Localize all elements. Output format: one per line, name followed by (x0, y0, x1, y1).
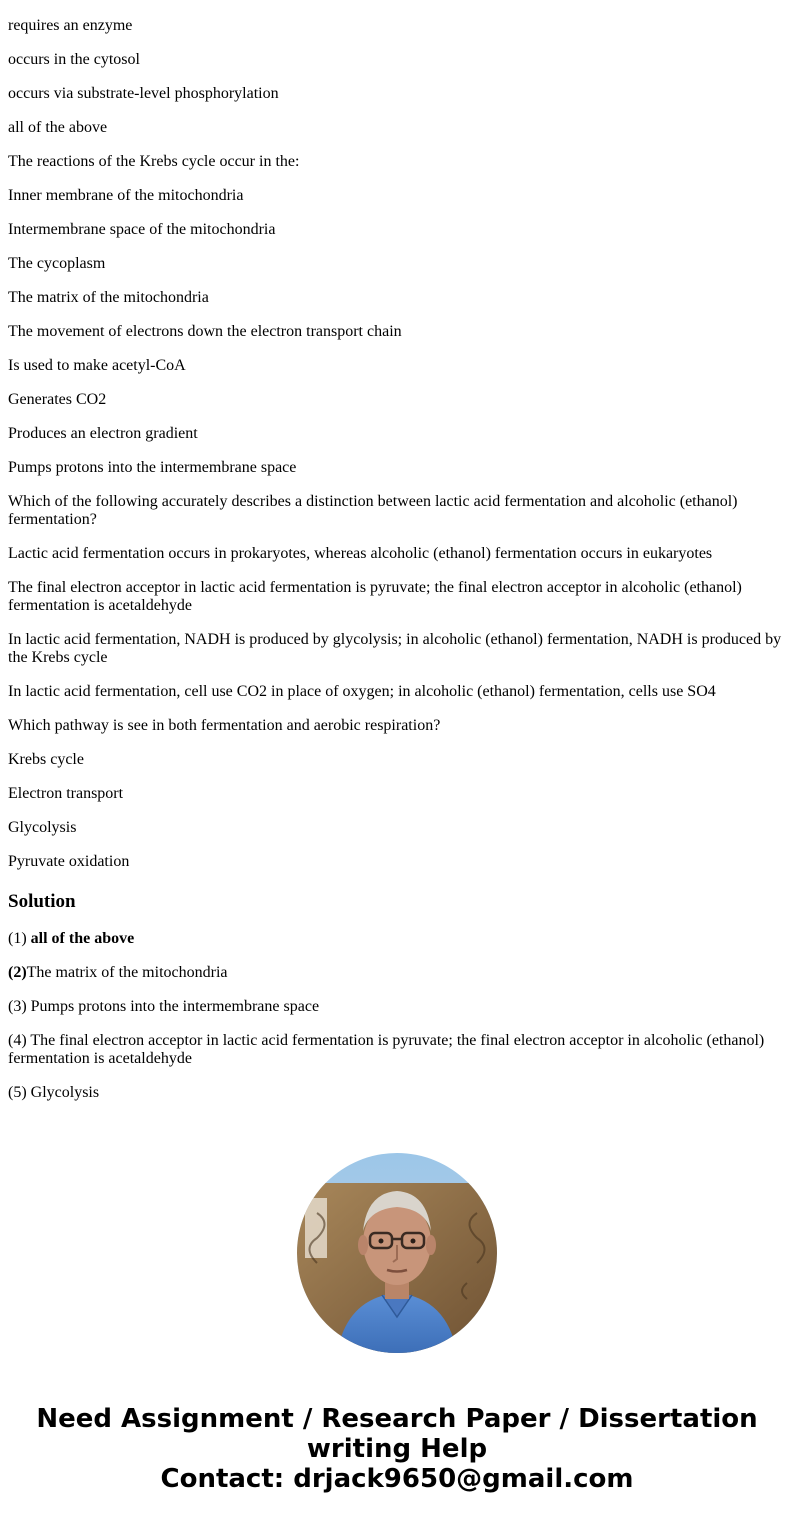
promo-contact: Contact: drjack9650@gmail.com (160, 1464, 634, 1494)
solution-heading: Solution (8, 891, 76, 912)
option-line: The matrix of the mitochondria (8, 289, 209, 306)
question-line: The reactions of the Krebs cycle occur in the: (8, 153, 300, 170)
author-avatar (297, 1153, 497, 1353)
text-line (8, 0, 786, 1)
answer-text: The final electron acceptor in lactic acid fermentation is pyruvate; the final electron acceptor in alcoholic (ethanol) fermentation is acetaldehyde (8, 1032, 765, 1067)
answer-5 (8, 1084, 786, 1102)
answer-4 (8, 1032, 786, 1068)
option-line: Krebs cycle (8, 751, 84, 768)
option-line: all of the above (8, 119, 108, 136)
option-line: requires an enzyme (8, 17, 133, 34)
option-line: Electron transport (8, 785, 124, 802)
promo-headline: Need Assignment / Research Paper / Dissertation writing Help (36, 1404, 758, 1464)
answer-number: (5) (8, 1084, 31, 1101)
answer-number: (3) (8, 998, 31, 1015)
option-line: In lactic acid fermentation, NADH is produced by glycolysis; in alcoholic (ethanol) fermentation, NADH is produced by the Krebs cycle (8, 631, 782, 666)
answer-3 (8, 998, 786, 1016)
option-line: Glycolysis (8, 819, 77, 836)
option-line: Is used to make acetyl-CoA (8, 357, 186, 374)
option-line: Generates CO2 (8, 391, 107, 408)
option-line: The final electron acceptor in lactic acid fermentation is pyruvate; the final electron acceptor in alcoholic (ethanol) fermentation is acetaldehyde (8, 579, 742, 614)
question-line: The movement of electrons down the electron transport chain (8, 323, 402, 340)
option-line: The cycoplasm (8, 255, 106, 272)
option-line: Inner membrane of the mitochondria (8, 187, 244, 204)
document-body (8, 0, 786, 1118)
answer-text: Pumps protons into the intermembrane space (30, 998, 320, 1015)
option-line: Lactic acid fermentation occurs in prokaryotes, whereas alcoholic (ethanol) fermentation occurs in eukaryotes (8, 545, 713, 562)
option-line: Produces an electron gradient (8, 425, 198, 442)
option-line: occurs via substrate-level phosphorylation (8, 85, 279, 102)
question-line: Which of the following accurately describes a distinction between lactic acid fermentation and alcoholic (ethanol) fermentation? (8, 493, 738, 528)
promo-banner (0, 1404, 794, 1494)
option-line: Pumps protons into the intermembrane space (8, 459, 297, 476)
answer-text: The matrix of the mitochondria (26, 964, 228, 981)
option-line: occurs in the cytosol (8, 51, 140, 68)
question-line: Which pathway is see in both fermentation and aerobic respiration? (8, 717, 441, 734)
option-line: Intermembrane space of the mitochondria (8, 221, 276, 238)
option-line: In lactic acid fermentation, cell use CO2 in place of oxygen; in alcoholic (ethanol) fermentation, cells use SO4 (8, 683, 716, 700)
answer-1 (8, 930, 786, 948)
option-line: Pyruvate oxidation (8, 853, 130, 870)
answer-number: (1) (8, 930, 31, 947)
answer-text: all of the above (30, 930, 135, 947)
answer-number: (4) (8, 1032, 31, 1049)
answer-number: (2) (8, 964, 27, 981)
answer-2 (8, 964, 786, 982)
answer-text: Glycolysis (30, 1084, 100, 1101)
